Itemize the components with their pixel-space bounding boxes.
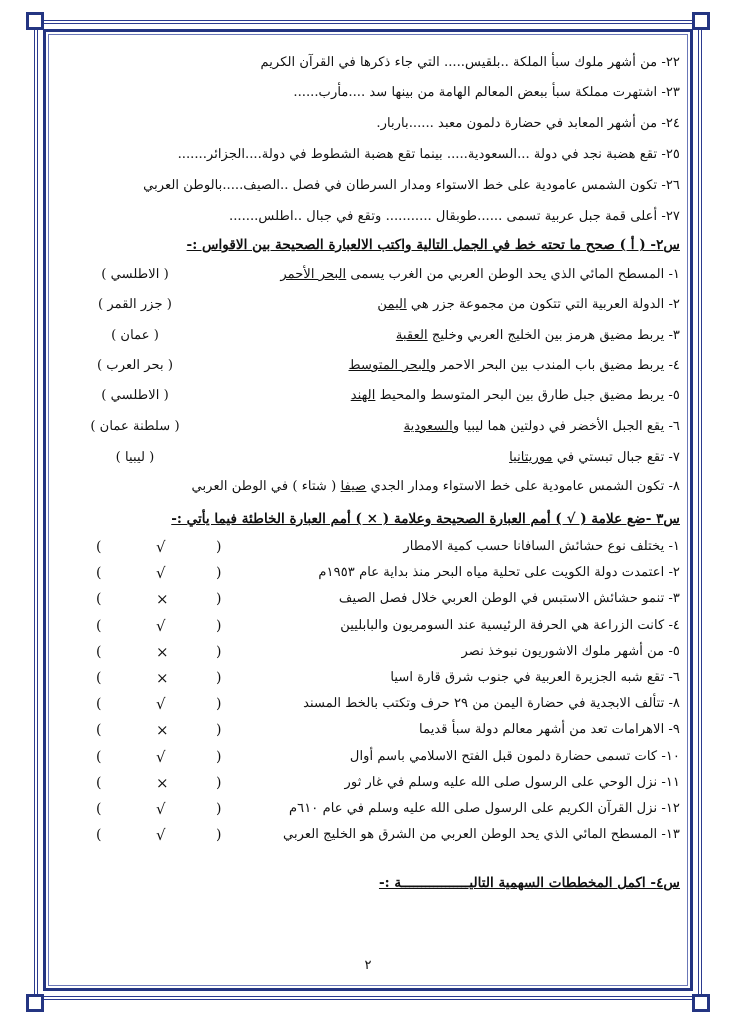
correction-item — [60, 414, 680, 440]
item-text-pre: ٧- تقع جبال تبستي في — [552, 450, 680, 465]
paren-right: ) — [216, 618, 222, 634]
fill-line: ٢٥- تقع هضبة نجد في دولة ...السعودية..... بينما تقع هضبة الشطوط في دولة....الجزائر....... — [177, 147, 680, 162]
statement-text: ٣- تنمو حشائش الاستبس في الوطن العربي خلال فصل الصيف — [338, 591, 680, 606]
paren-right: ) — [216, 827, 222, 843]
underlined-term: الهند — [350, 388, 376, 403]
paren-left: ( — [96, 539, 102, 555]
item-text-pre: ١- المسطح المائي الذي يحد الوطن العربي من الغرب يسمى — [346, 267, 680, 282]
cross-icon: × — [156, 669, 169, 687]
item-text-pre: ٢- الدولة العربية التي تتكون من مجموعة جزر هي — [406, 297, 680, 312]
page-number: ٢ — [364, 958, 372, 973]
answer-parentheses: ( جزر القمر ) — [98, 297, 172, 312]
answer-parentheses: ( عمان ) — [111, 328, 159, 343]
paren-right: ) — [216, 644, 222, 660]
checkmark-icon: √ — [156, 564, 166, 582]
paren-left: ( — [96, 696, 102, 712]
section4-heading: س٤- اكمل المخططات السهمية التاليـــــــــــــــــة :- — [378, 875, 680, 891]
paren-right: ) — [216, 801, 222, 817]
item-text — [377, 297, 680, 312]
correction-item — [60, 323, 680, 349]
checkmark-icon: √ — [156, 800, 166, 818]
statement-text: ٨- تتألف الابجدية في حضارة اليمن من ٢٩ حرف وتكتب بالخط المسند — [303, 696, 680, 711]
underlined-term: السعودية — [403, 419, 453, 434]
correction-item — [60, 445, 680, 471]
correction-item — [60, 383, 680, 409]
fill-line: ٢٣- اشتهرت مملكة سبأ ببعض المعالم الهامة من بينها سد ....مأرب...... — [293, 85, 680, 100]
true-false-item — [60, 717, 680, 743]
item-text-pre: ٥- يربط مضيق جبل طارق بين البحر المتوسط والمحيط — [375, 388, 680, 403]
paren-right: ) — [216, 775, 222, 791]
fill-line: ٢٤- من أشهر المعابد في حضارة دلمون معبد ......باربار. — [376, 116, 680, 131]
true-false-item — [60, 822, 680, 848]
answer-parentheses: ( بحر العرب ) — [96, 358, 174, 373]
checkmark-icon: √ — [156, 538, 166, 556]
cross-icon: × — [156, 721, 169, 739]
paren-left: ( — [96, 775, 102, 791]
fill-line: ٢٧- أعلى قمة جبل عربية تسمى ......طوبقال ........... وتقع في جبال ..اطلس....... — [229, 209, 680, 224]
border-corner — [692, 994, 710, 1012]
item-text-post: ( شتاء ) في الوطن العربي — [191, 479, 341, 494]
true-false-item — [60, 691, 680, 717]
statement-text: ٢- اعتمدت دولة الكويت على تحلية مياه البحر منذ بداية عام ١٩٥٣م — [318, 565, 680, 580]
underlined-term: البحر المتوسط — [348, 358, 430, 373]
correction-item — [60, 262, 680, 288]
true-false-item — [60, 796, 680, 822]
paren-right: ) — [216, 670, 222, 686]
true-false-item — [60, 665, 680, 691]
cross-icon: × — [156, 774, 169, 792]
paren-left: ( — [96, 565, 102, 581]
cross-icon: × — [156, 590, 169, 608]
paren-left: ( — [96, 644, 102, 660]
paren-right: ) — [216, 539, 222, 555]
underlined-term: البحر الأحمر — [280, 267, 347, 282]
checkmark-icon: √ — [156, 617, 166, 635]
statement-text: ٩- الاهرامات تعد من أشهر معالم دولة سبأ قديما — [419, 722, 680, 737]
answer-parentheses: ( الاطلسي ) — [101, 267, 169, 282]
statement-text: ١١- نزل الوحي على الرسول صلى الله عليه وسلم في غار ثور — [344, 775, 680, 790]
statement-text: ١٢- نزل القرآن الكريم على الرسول صلى الله عليه وسلم في عام ٦١٠م — [288, 801, 680, 816]
underlined-term: صيفا — [340, 479, 367, 494]
true-false-item — [60, 744, 680, 770]
paren-left: ( — [96, 749, 102, 765]
underlined-term: العقبة — [395, 328, 428, 343]
true-false-item — [60, 639, 680, 665]
paren-right: ) — [216, 722, 222, 738]
item-text-pre: ٦- يقع الجبل الأخضر في دولتين هما ليبيا و — [452, 419, 680, 434]
true-false-item — [60, 613, 680, 639]
cross-icon: × — [156, 643, 169, 661]
statement-text: ١٠- كات تسمى حضارة دلمون قبل الفتح الاسلامي باسم أوال — [349, 749, 680, 764]
item-text — [192, 479, 680, 494]
item-text-pre: ٣- يربط مضيق هرمز بين الخليج العربي وخليج — [427, 328, 680, 343]
true-false-item — [60, 534, 680, 560]
paren-right: ) — [216, 749, 222, 765]
border-corner — [26, 994, 44, 1012]
true-false-item — [60, 770, 680, 796]
statement-text: ٥- من أشهر ملوك الاشوريون نبوخذ نصر — [461, 644, 680, 659]
border-corner — [26, 12, 44, 30]
paren-left: ( — [96, 801, 102, 817]
item-text-pre: ٨- تكون الشمس عامودية على خط الاستواء ومدار الجدي — [366, 479, 680, 494]
fill-line: ٢٢- من أشهر ملوك سبأ الملكة ..بلقيس..... التي جاء ذكرها في القرآن الكريم — [260, 55, 680, 70]
underlined-term: موريتانيا — [509, 450, 553, 465]
item-text — [351, 388, 680, 403]
paren-right: ) — [216, 565, 222, 581]
paren-left: ( — [96, 618, 102, 634]
section2-heading: س٢- ( أ ) صحح ما تحته خط في الجمل التالية واكتب الالعبارة الصحيحة بين الاقواس :- — [186, 237, 680, 253]
answer-parentheses: ( الاطلسي ) — [101, 388, 169, 403]
statement-text: ٤- كانت الزراعة هي الحرفة الرئيسية عند السومريون والبابليين — [340, 618, 680, 633]
item-text — [349, 358, 680, 373]
answer-parentheses: ( ليبيا ) — [115, 450, 155, 465]
paren-left: ( — [96, 670, 102, 686]
true-false-item — [60, 586, 680, 612]
statement-text: ١- يختلف نوع حشائش السافانا حسب كمية الامطار — [403, 539, 680, 554]
correction-item — [60, 474, 680, 500]
statement-text: ٦- تقع شبه الجزيرة العربية في جنوب شرق قارة اسيا — [390, 670, 680, 685]
correction-item — [60, 353, 680, 379]
item-text — [404, 419, 680, 434]
answer-parentheses: ( سلطنة عمان ) — [90, 419, 180, 434]
fill-line: ٢٦- تكون الشمس عامودية على خط الاستواء ومدار السرطان في فصل ..الصيف.....بالوطن العربي — [143, 178, 680, 193]
correction-item — [60, 292, 680, 318]
checkmark-icon: √ — [156, 826, 166, 844]
paren-right: ) — [216, 696, 222, 712]
item-text — [280, 267, 680, 282]
paren-right: ) — [216, 591, 222, 607]
checkmark-icon: √ — [156, 748, 166, 766]
statement-text: ١٣- المسطح المائي الذي يحد الوطن العربي من الشرق هو الخليج العربي — [282, 827, 680, 842]
paren-left: ( — [96, 722, 102, 738]
item-text — [509, 450, 680, 465]
checkmark-icon: √ — [156, 695, 166, 713]
section3-heading: س٣ -ضع علامة ( √ ) أمم العبارة الصحيحة وعلامة ( × ) أمم العبارة الخاطئة فيما يأتي :- — [171, 511, 680, 527]
item-text — [396, 328, 680, 343]
true-false-item — [60, 560, 680, 586]
paren-left: ( — [96, 591, 102, 607]
paren-left: ( — [96, 827, 102, 843]
item-text-pre: ٤- يربط مضيق باب المندب بين البحر الاحمر و — [429, 358, 680, 373]
border-corner — [692, 12, 710, 30]
underlined-term: اليمن — [377, 297, 407, 312]
